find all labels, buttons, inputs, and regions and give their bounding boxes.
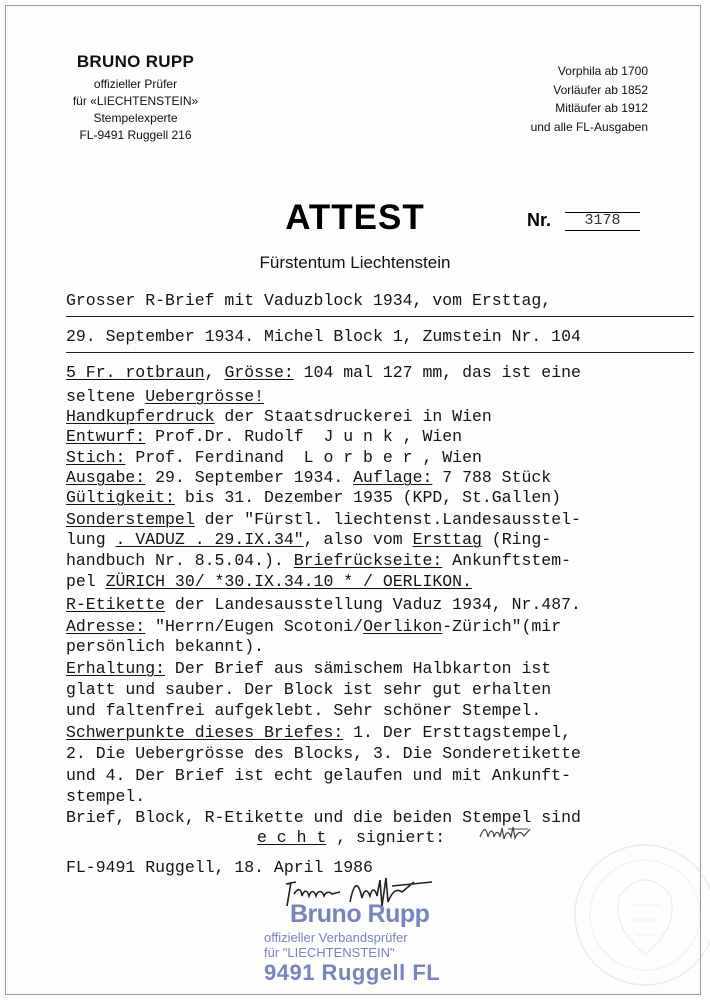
text-line: 29. September 1934. Michel Block 1, Zumstein Nr. 104: [66, 327, 581, 346]
text-line: Grosser R-Brief mit Vaduzblock 1934, vom Ersttag,: [66, 291, 552, 310]
text-span: -Zürich"(mir: [442, 617, 562, 636]
text-line: [66, 617, 561, 636]
text-line: persönlich bekannt).: [66, 637, 265, 656]
text-line: [66, 572, 472, 591]
underlined-term: Auflage:: [353, 468, 433, 487]
underlined-term: Adresse:: [66, 617, 146, 636]
text-span: lung: [66, 530, 116, 549]
handwritten-signature: [282, 872, 442, 910]
text-span: , signiert:: [326, 828, 446, 847]
underlined-term: 5 Fr. rotbraun: [66, 363, 205, 382]
place-date: FL-9491 Ruggell, 18. April 1986: [66, 858, 373, 877]
underlined-term: Uebergrösse!: [145, 387, 265, 406]
sender-letterhead: [48, 52, 223, 144]
text-span: seltene: [66, 387, 146, 406]
text-line: [66, 468, 551, 487]
sender-title: offizieller Prüfer: [93, 77, 178, 91]
text-line: [66, 427, 462, 446]
underlined-term: Briefrückseite:: [293, 551, 443, 570]
sender-country: für «LIECHTENSTEIN»: [72, 94, 199, 108]
text-line: [66, 363, 581, 382]
underlined-term: Ausgabe:: [66, 468, 146, 487]
underlined-term: Oerlikon: [363, 617, 443, 636]
underlined-term: Schwerpunkte dieses Briefes:: [66, 723, 344, 742]
stamp-country: für "LIECHTENSTEIN": [264, 945, 395, 960]
text-span: Prof. Ferdinand L o r b e r , Wien: [125, 448, 482, 467]
underlined-term: Gültigkeit:: [66, 488, 175, 507]
sender-name: BRUNO RUPP: [76, 52, 195, 71]
certificate-number: 3178: [584, 212, 621, 229]
text-span: 1. Der Ersttagstempel,: [343, 723, 571, 742]
service-item: Vorphila ab 1700: [557, 64, 648, 78]
text-line: [66, 530, 551, 549]
stamp-title: offizieller Verbandsprüfer: [264, 930, 408, 945]
service-item: und alle FL-Ausgaben: [530, 119, 648, 134]
text-span: (Ring-: [481, 530, 552, 549]
rule-line: [66, 352, 694, 353]
text-span: "Herrn/Eugen Scotoni/: [145, 617, 364, 636]
underlined-term: Sonderstempel: [66, 510, 195, 529]
small-signature: [478, 823, 534, 843]
text-line: [66, 659, 551, 678]
text-span: , also vom: [303, 530, 413, 549]
underlined-term: . VADUZ . 29.IX.34": [115, 530, 304, 549]
text-span: 7 788 Stück: [432, 468, 552, 487]
underlined-term: R-Etikette: [66, 595, 166, 614]
text-line: [66, 488, 561, 507]
text-line: 2. Die Uebergrösse des Blocks, 3. Die Sonderetikette: [66, 744, 581, 763]
text-span: pel: [66, 572, 106, 591]
text-span: Ankunftstem-: [442, 551, 572, 570]
text-line: [66, 387, 264, 406]
text-line: [66, 595, 581, 614]
underlined-term: Stich:: [66, 448, 126, 467]
text-span: der Staatsdruckerei in Wien: [214, 407, 492, 426]
underlined-term: Ersttag: [412, 530, 482, 549]
text-span: Der Brief aus sämischem Halbkarton ist: [165, 659, 552, 678]
text-line: stempel.: [66, 787, 146, 806]
service-item: Mitläufer ab 1912: [555, 101, 648, 115]
embossed-seal: [560, 805, 710, 995]
text-span: 29. September 1934.: [145, 468, 354, 487]
text-line: [66, 723, 571, 742]
text-span: ,: [204, 363, 225, 382]
text-line: [66, 551, 571, 570]
document-subtitle: Fürstentum Liechtenstein: [259, 253, 451, 272]
text-span: der "Fürstl. liechtenst.Landesausstel-: [194, 510, 581, 529]
text-line: glatt und sauber. Der Block ist sehr gut erhalten: [66, 680, 552, 699]
sender-role: Stempelexperte: [93, 111, 178, 125]
text-span: 104 mal 127 mm, das ist eine: [293, 363, 581, 382]
text-span: der Landesausstellung Vaduz 1934, Nr.487.: [165, 595, 581, 614]
text-span: bis 31. Dezember 1935 (KPD, St.Gallen): [174, 488, 562, 507]
text-line: und 4. Der Brief ist echt gelaufen und mit Ankunft-: [66, 766, 571, 785]
text-line: [66, 510, 581, 529]
document-title: ATTEST: [285, 198, 425, 237]
text-line: [66, 448, 482, 467]
text-line: Brief, Block, R-Etikette und die beiden Stempel sind: [66, 808, 581, 827]
underlined-term: Entwurf:: [66, 427, 146, 446]
stamp-name: Bruno Rupp: [290, 900, 430, 928]
underlined-term: Grösse:: [224, 363, 294, 382]
text-line: [257, 828, 445, 847]
number-label: Nr.: [527, 210, 552, 230]
rule-line: [66, 316, 694, 317]
underlined-term: e c h t: [257, 828, 327, 847]
text-line: [66, 407, 492, 426]
underlined-term: Handkupferdruck: [66, 407, 215, 426]
text-span: handbuch Nr. 8.5.04.).: [66, 551, 294, 570]
text-span: Prof.Dr. Rudolf J u n k , Wien: [145, 427, 463, 446]
text-line: und faltenfrei aufgeklebt. Sehr schöner Stempel.: [66, 701, 542, 720]
underlined-term: ZÜRICH 30/ *30.IX.34.10 * / OERLIKON.: [105, 572, 472, 591]
service-item: Vorläufer ab 1852: [553, 82, 648, 97]
sender-address: FL-9491 Ruggell 216: [79, 128, 192, 142]
underlined-term: Erhaltung:: [66, 659, 166, 678]
services-list: [531, 62, 648, 136]
stamp-address: 9491 Ruggell FL: [264, 960, 441, 985]
